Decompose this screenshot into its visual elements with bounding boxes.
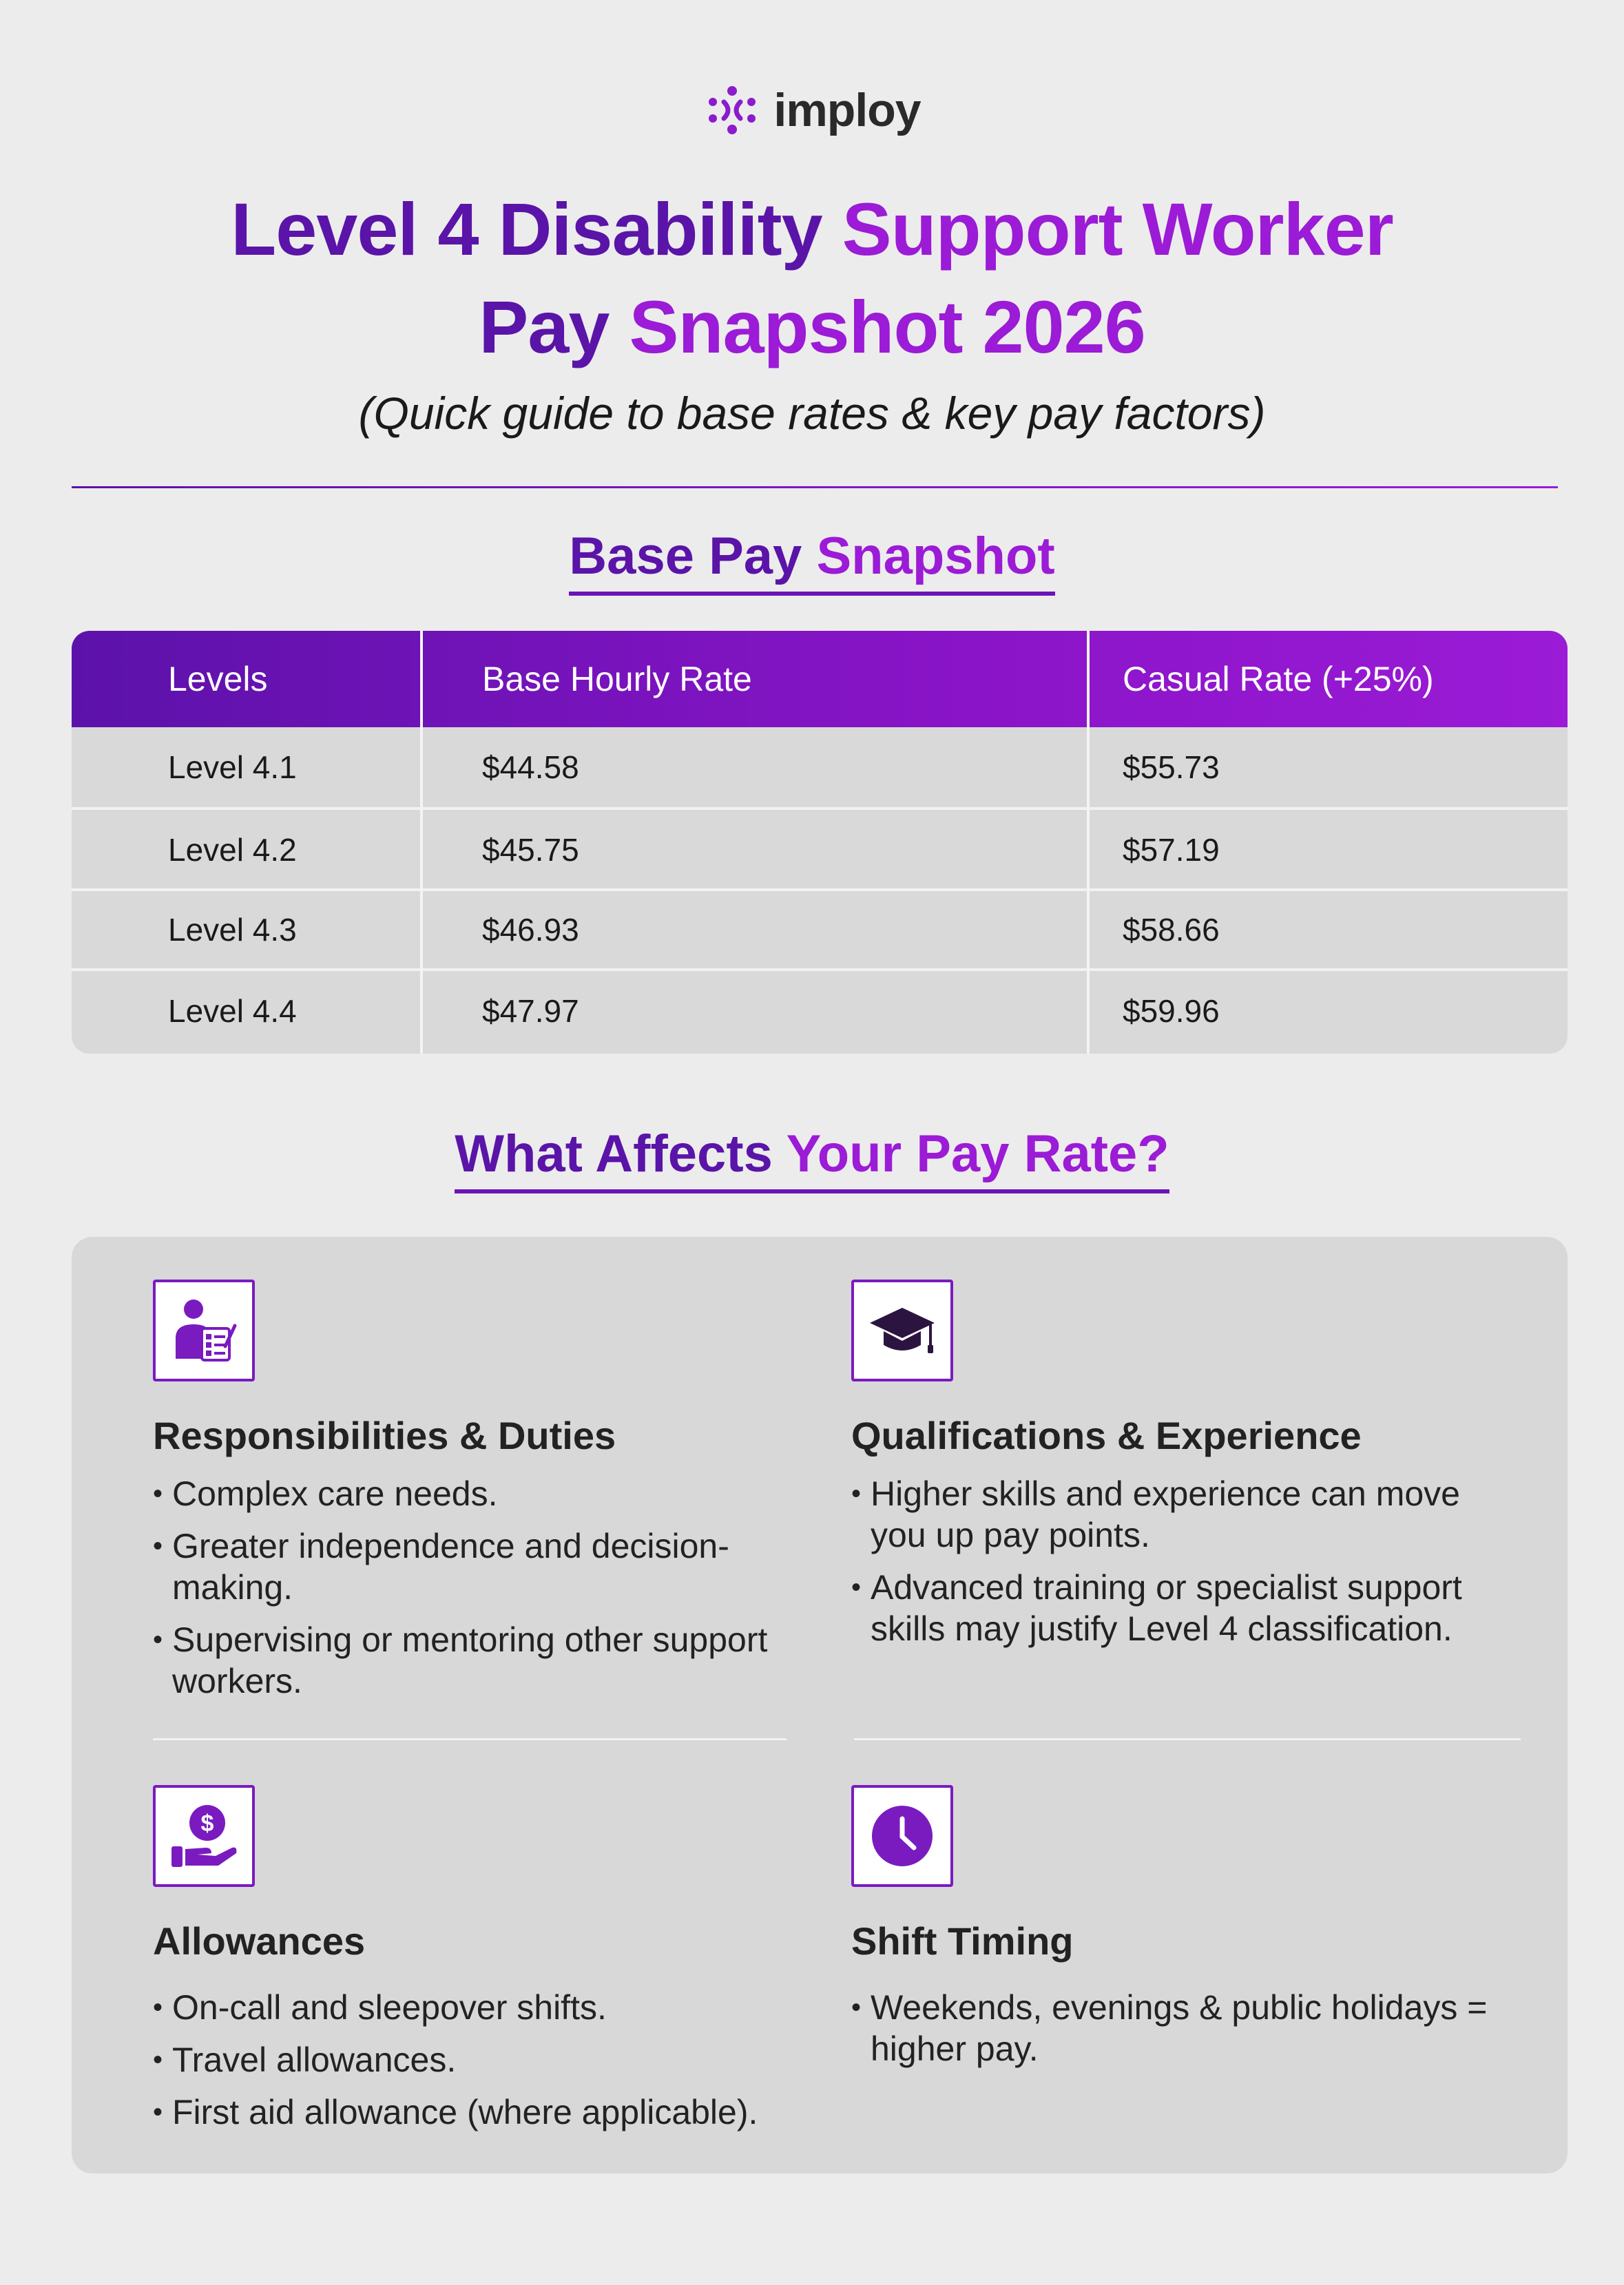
base-pay-heading-part1: Base Pay <box>569 527 817 585</box>
column-divider <box>420 631 423 1054</box>
factor-bullet-list <box>851 1987 1512 2069</box>
table-row <box>72 727 1568 807</box>
worker-clipboard-icon <box>153 1280 255 1381</box>
factor-allowances <box>153 1785 800 2144</box>
cell-casual-rate: $58.66 <box>1123 912 1220 948</box>
factors-panel <box>72 1237 1568 2173</box>
page-title <box>0 180 1624 376</box>
column-divider <box>1087 631 1090 1054</box>
column-header-levels: Levels <box>168 660 268 698</box>
list-item: • Travel allowances. <box>153 2039 800 2080</box>
factor-bullet-list <box>851 1473 1512 1649</box>
title-line1-part2: Support Worker <box>842 187 1393 271</box>
cell-casual-rate: $59.96 <box>1123 993 1220 1029</box>
column-header-casual-rate: Casual Rate (+25%) <box>1123 660 1434 698</box>
cell-level: Level 4.2 <box>168 832 297 868</box>
page-subtitle: (Quick guide to base rates & key pay factors) <box>358 388 1266 439</box>
cell-casual-rate: $57.19 <box>1123 832 1220 868</box>
factors-heading-part2: Your Pay Rate? <box>786 1125 1169 1183</box>
title-line2-part1: Pay <box>479 285 629 368</box>
factor-shift-timing <box>851 1785 1512 2080</box>
factor-qualifications <box>851 1280 1512 1660</box>
factors-heading-part1: What Affects <box>455 1125 787 1183</box>
list-item: • Weekends, evenings & public holidays = higher pay. <box>851 1987 1512 2069</box>
brand-logo <box>0 81 1624 139</box>
table-row <box>72 810 1568 890</box>
cell-base-rate: $46.93 <box>482 912 579 948</box>
title-line1-part1: Level 4 Disability <box>231 187 842 271</box>
factor-heading: Responsibilities & Duties <box>153 1414 616 1457</box>
list-item: • Greater independence and decision-making. <box>153 1525 800 1608</box>
clock-icon <box>851 1785 953 1887</box>
base-pay-table <box>72 631 1568 1054</box>
base-pay-heading-part2: Snapshot <box>816 527 1055 585</box>
column-header-base-rate: Base Hourly Rate <box>482 660 752 698</box>
cell-base-rate: $44.58 <box>482 749 579 785</box>
list-item: • On-call and sleepover shifts. <box>153 1987 800 2028</box>
list-item: • Supervising or mentoring other support workers. <box>153 1619 800 1702</box>
imploy-logo-icon <box>703 81 761 139</box>
section-divider <box>153 1738 787 1740</box>
factors-heading <box>0 1124 1624 1193</box>
cell-level: Level 4.1 <box>168 749 297 785</box>
factor-bullet-list <box>153 1987 800 2133</box>
brand-name: imploy <box>773 84 921 136</box>
table-row <box>72 971 1568 1051</box>
base-pay-heading <box>0 526 1624 596</box>
cell-base-rate: $45.75 <box>482 832 579 868</box>
factor-heading: Qualifications & Experience <box>851 1414 1362 1457</box>
list-item: • First aid allowance (where applicable). <box>153 2091 800 2133</box>
factor-responsibilities <box>153 1280 800 1713</box>
factor-bullet-list <box>153 1473 800 1702</box>
list-item: • Complex care needs. <box>153 1473 800 1514</box>
header-divider <box>72 486 1558 488</box>
title-line2-part2: Snapshot 2026 <box>629 285 1145 368</box>
cell-level: Level 4.3 <box>168 912 297 948</box>
cell-level: Level 4.4 <box>168 993 297 1029</box>
svg-text:$: $ <box>200 1811 214 1837</box>
dollar-hand-icon <box>153 1785 255 1887</box>
graduation-cap-icon <box>851 1280 953 1381</box>
cell-casual-rate: $55.73 <box>1123 749 1220 785</box>
cell-base-rate: $47.97 <box>482 993 579 1029</box>
list-item: • Advanced training or specialist support skills may justify Level 4 classification. <box>851 1567 1512 1649</box>
factor-heading: Shift Timing <box>851 1919 1074 1963</box>
table-header <box>72 631 1568 727</box>
factor-heading: Allowances <box>153 1919 366 1963</box>
section-divider <box>854 1738 1521 1740</box>
list-item: • Higher skills and experience can move you up pay points. <box>851 1473 1512 1556</box>
table-row <box>72 890 1568 970</box>
